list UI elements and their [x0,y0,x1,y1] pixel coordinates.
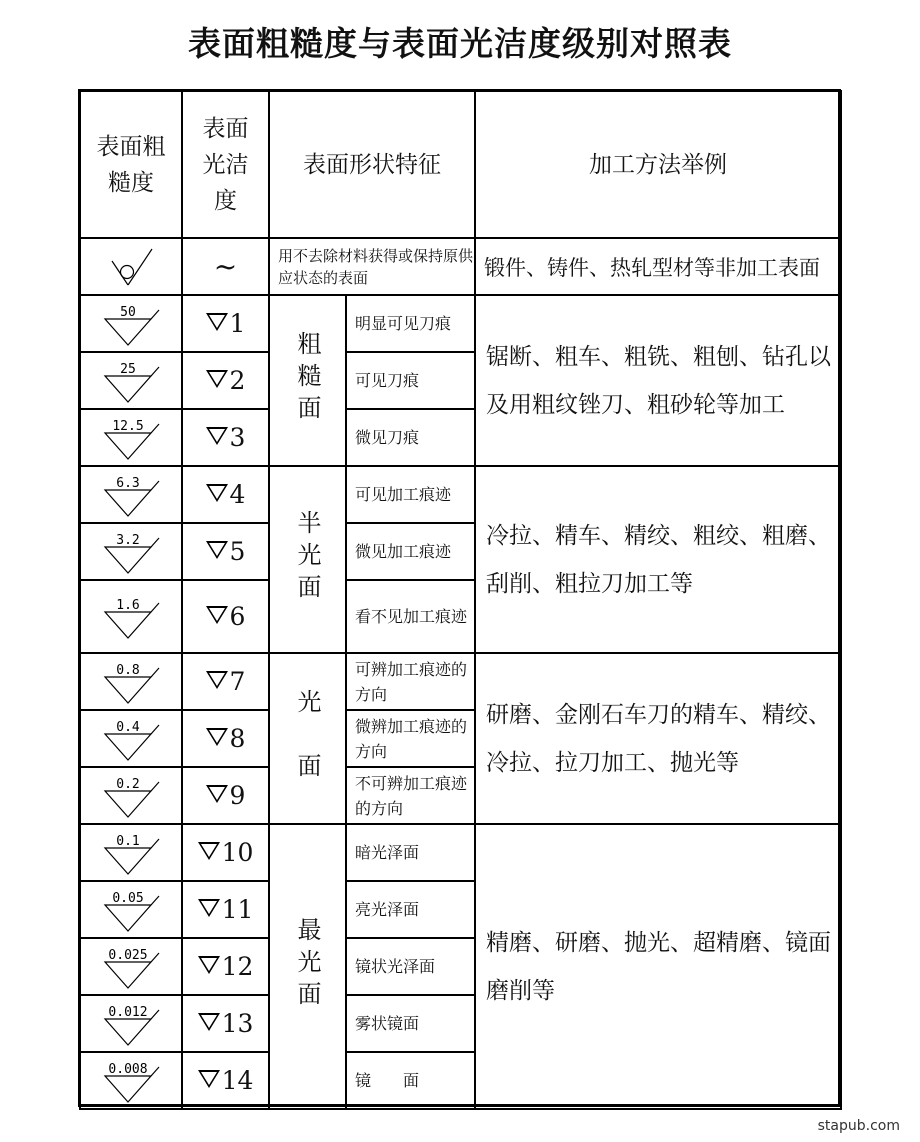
finish-triangle-icon [206,785,228,803]
roughness-symbol-cell [80,653,182,710]
category-label: 半光面 [293,509,321,606]
ra-value: 6.3 [116,475,140,491]
method-cell: 研磨、金刚石车刀的精车、精绞、冷拉、拉刀加工、抛光等 [475,653,841,824]
category-label: 最光面 [293,916,321,1013]
grade-cell [182,580,269,653]
roughness-symbol-icon [101,944,161,990]
roughness-symbol-cell [80,767,182,824]
ra-value: 0.8 [116,662,140,678]
grade-number: 4 [229,479,246,509]
roughness-symbol-icon [101,1001,161,1047]
page-title: 表面粗糙度与表面光洁度级别对照表 [188,24,732,63]
roughness-symbol-cell [80,995,182,1052]
feature-cell: 亮光泽面 [346,881,475,938]
ra-value: 0.2 [116,776,140,792]
grade-cell [182,295,269,352]
grade-cell [182,409,269,466]
roughness-symbol-cell [80,710,182,767]
header-methods: 加工方法举例 [475,91,841,238]
finish-triangle-icon [198,1070,220,1088]
finish-triangle-icon [198,1013,220,1031]
roughness-symbol-icon [101,301,161,347]
method-cell: 精磨、研磨、抛光、超精磨、镜面磨削等 [475,824,841,1109]
ra-value: 50 [120,304,136,320]
grade-number: 2 [229,365,246,395]
method-cell: 锯断、粗车、粗铣、粗刨、钻孔以及用粗纹锉刀、粗砂轮等加工 [475,295,841,466]
grade-number: 13 [221,1008,254,1038]
feature-cell: 可辨加工痕迹的方向 [346,653,475,710]
grade-number: 7 [229,666,246,696]
table-row [80,824,841,881]
grade-cell [182,523,269,580]
ra-value: 3.2 [116,532,140,548]
ra-value: 0.4 [116,719,140,735]
grade-number: 6 [229,601,246,631]
ra-value: 25 [120,361,136,377]
feature-cell: 可见刀痕 [346,352,475,409]
category-cell [269,466,346,653]
grade-cell [182,767,269,824]
finish-triangle-icon [206,671,228,689]
grade-number: 5 [229,536,246,566]
grade-number: 3 [229,422,246,452]
feature-cell: 看不见加工痕迹 [346,580,475,653]
watermark: stapub.com [817,1118,900,1134]
method-cell: 锻件、铸件、热轧型材等非加工表面 [475,238,841,295]
roughness-symbol-icon [101,773,161,819]
feature-cell: 可见加工痕迹 [346,466,475,523]
grade-cell [182,710,269,767]
grade-number: 10 [221,837,254,867]
finish-triangle-icon [198,899,220,917]
feature-cell: 镜状光泽面 [346,938,475,995]
feature-cell: 微见刀痕 [346,409,475,466]
roughness-symbol-cell [80,466,182,523]
table-row [80,466,841,523]
finish-triangle-icon [198,956,220,974]
roughness-symbol-icon [101,415,161,461]
roughness-symbol-icon [101,716,161,762]
roughness-symbol-icon [101,830,161,876]
finish-triangle-icon [206,728,228,746]
grade-cell [182,466,269,523]
ra-value: 0.05 [112,890,144,906]
feature-cell: 暗光泽面 [346,824,475,881]
table-row [80,653,841,710]
ra-value: 1.6 [116,597,140,613]
finish-triangle-icon [206,313,228,331]
roughness-symbol-icon [101,529,161,575]
ra-value: 0.1 [116,833,140,849]
grade-cell [182,938,269,995]
table-row [80,295,841,352]
grade-cell: ~ [182,238,269,295]
roughness-symbol-cell [80,881,182,938]
grade-cell [182,995,269,1052]
roughness-symbol-cell [80,352,182,409]
grade-number: 11 [221,894,254,924]
grade-number: 1 [229,308,246,338]
feature-cell: 明显可见刀痕 [346,295,475,352]
roughness-symbol-cell [80,295,182,352]
grade-number: 12 [221,951,254,981]
feature-cell: 用不去除材料获得或保持原供应状态的表面 [269,238,475,295]
roughness-symbol-icon [101,472,161,518]
roughness-symbol-cell [80,523,182,580]
category-cell [269,295,346,466]
table-row [80,238,841,295]
grade-number: 9 [229,780,246,810]
grade-cell [182,352,269,409]
finish-triangle-icon [198,842,220,860]
feature-cell: 雾状镜面 [346,995,475,1052]
grade-number: 14 [221,1065,254,1095]
category-label: 光 面 [293,688,321,785]
category-cell [269,824,346,1109]
finish-triangle-icon [206,427,228,445]
category-label: 粗糙面 [293,330,321,427]
roughness-symbol-icon [101,594,161,640]
roughness-symbol-icon [101,358,161,404]
roughness-symbol-cell [80,580,182,653]
finish-triangle-icon [206,541,228,559]
roughness-symbol-icon [101,1058,161,1104]
roughness-symbol-icon [101,887,161,933]
grade-cell [182,1052,269,1109]
roughness-symbol-icon [101,659,161,705]
roughness-symbol-cell [80,1052,182,1109]
ra-value: 0.008 [108,1061,148,1077]
finish-triangle-icon [206,606,228,624]
header-finish: 表面光洁度 [182,91,269,238]
ra-value: 0.025 [108,947,148,963]
grade-cell [182,824,269,881]
feature-cell: 微辨加工痕迹的方向 [346,710,475,767]
grade-cell [182,653,269,710]
unmachined-symbol-icon [80,238,182,295]
roughness-symbol-cell [80,824,182,881]
grade-cell [182,881,269,938]
grade-number: 8 [229,723,246,753]
feature-cell: 微见加工痕迹 [346,523,475,580]
method-cell: 冷拉、精车、精绞、粗绞、粗磨、刮削、粗拉刀加工等 [475,466,841,653]
header-roughness: 表面粗糙度 [80,91,182,238]
finish-triangle-icon [206,484,228,502]
category-cell [269,653,346,824]
ra-value: 0.012 [108,1004,148,1020]
feature-cell: 镜 面 [346,1052,475,1109]
feature-cell: 不可辨加工痕迹的方向 [346,767,475,824]
roughness-symbol-cell [80,938,182,995]
roughness-symbol-cell [80,409,182,466]
ra-value: 12.5 [112,418,144,434]
finish-triangle-icon [206,370,228,388]
header-shape: 表面形状特征 [269,91,475,238]
comparison-table [79,90,842,1110]
header-row [80,91,841,238]
